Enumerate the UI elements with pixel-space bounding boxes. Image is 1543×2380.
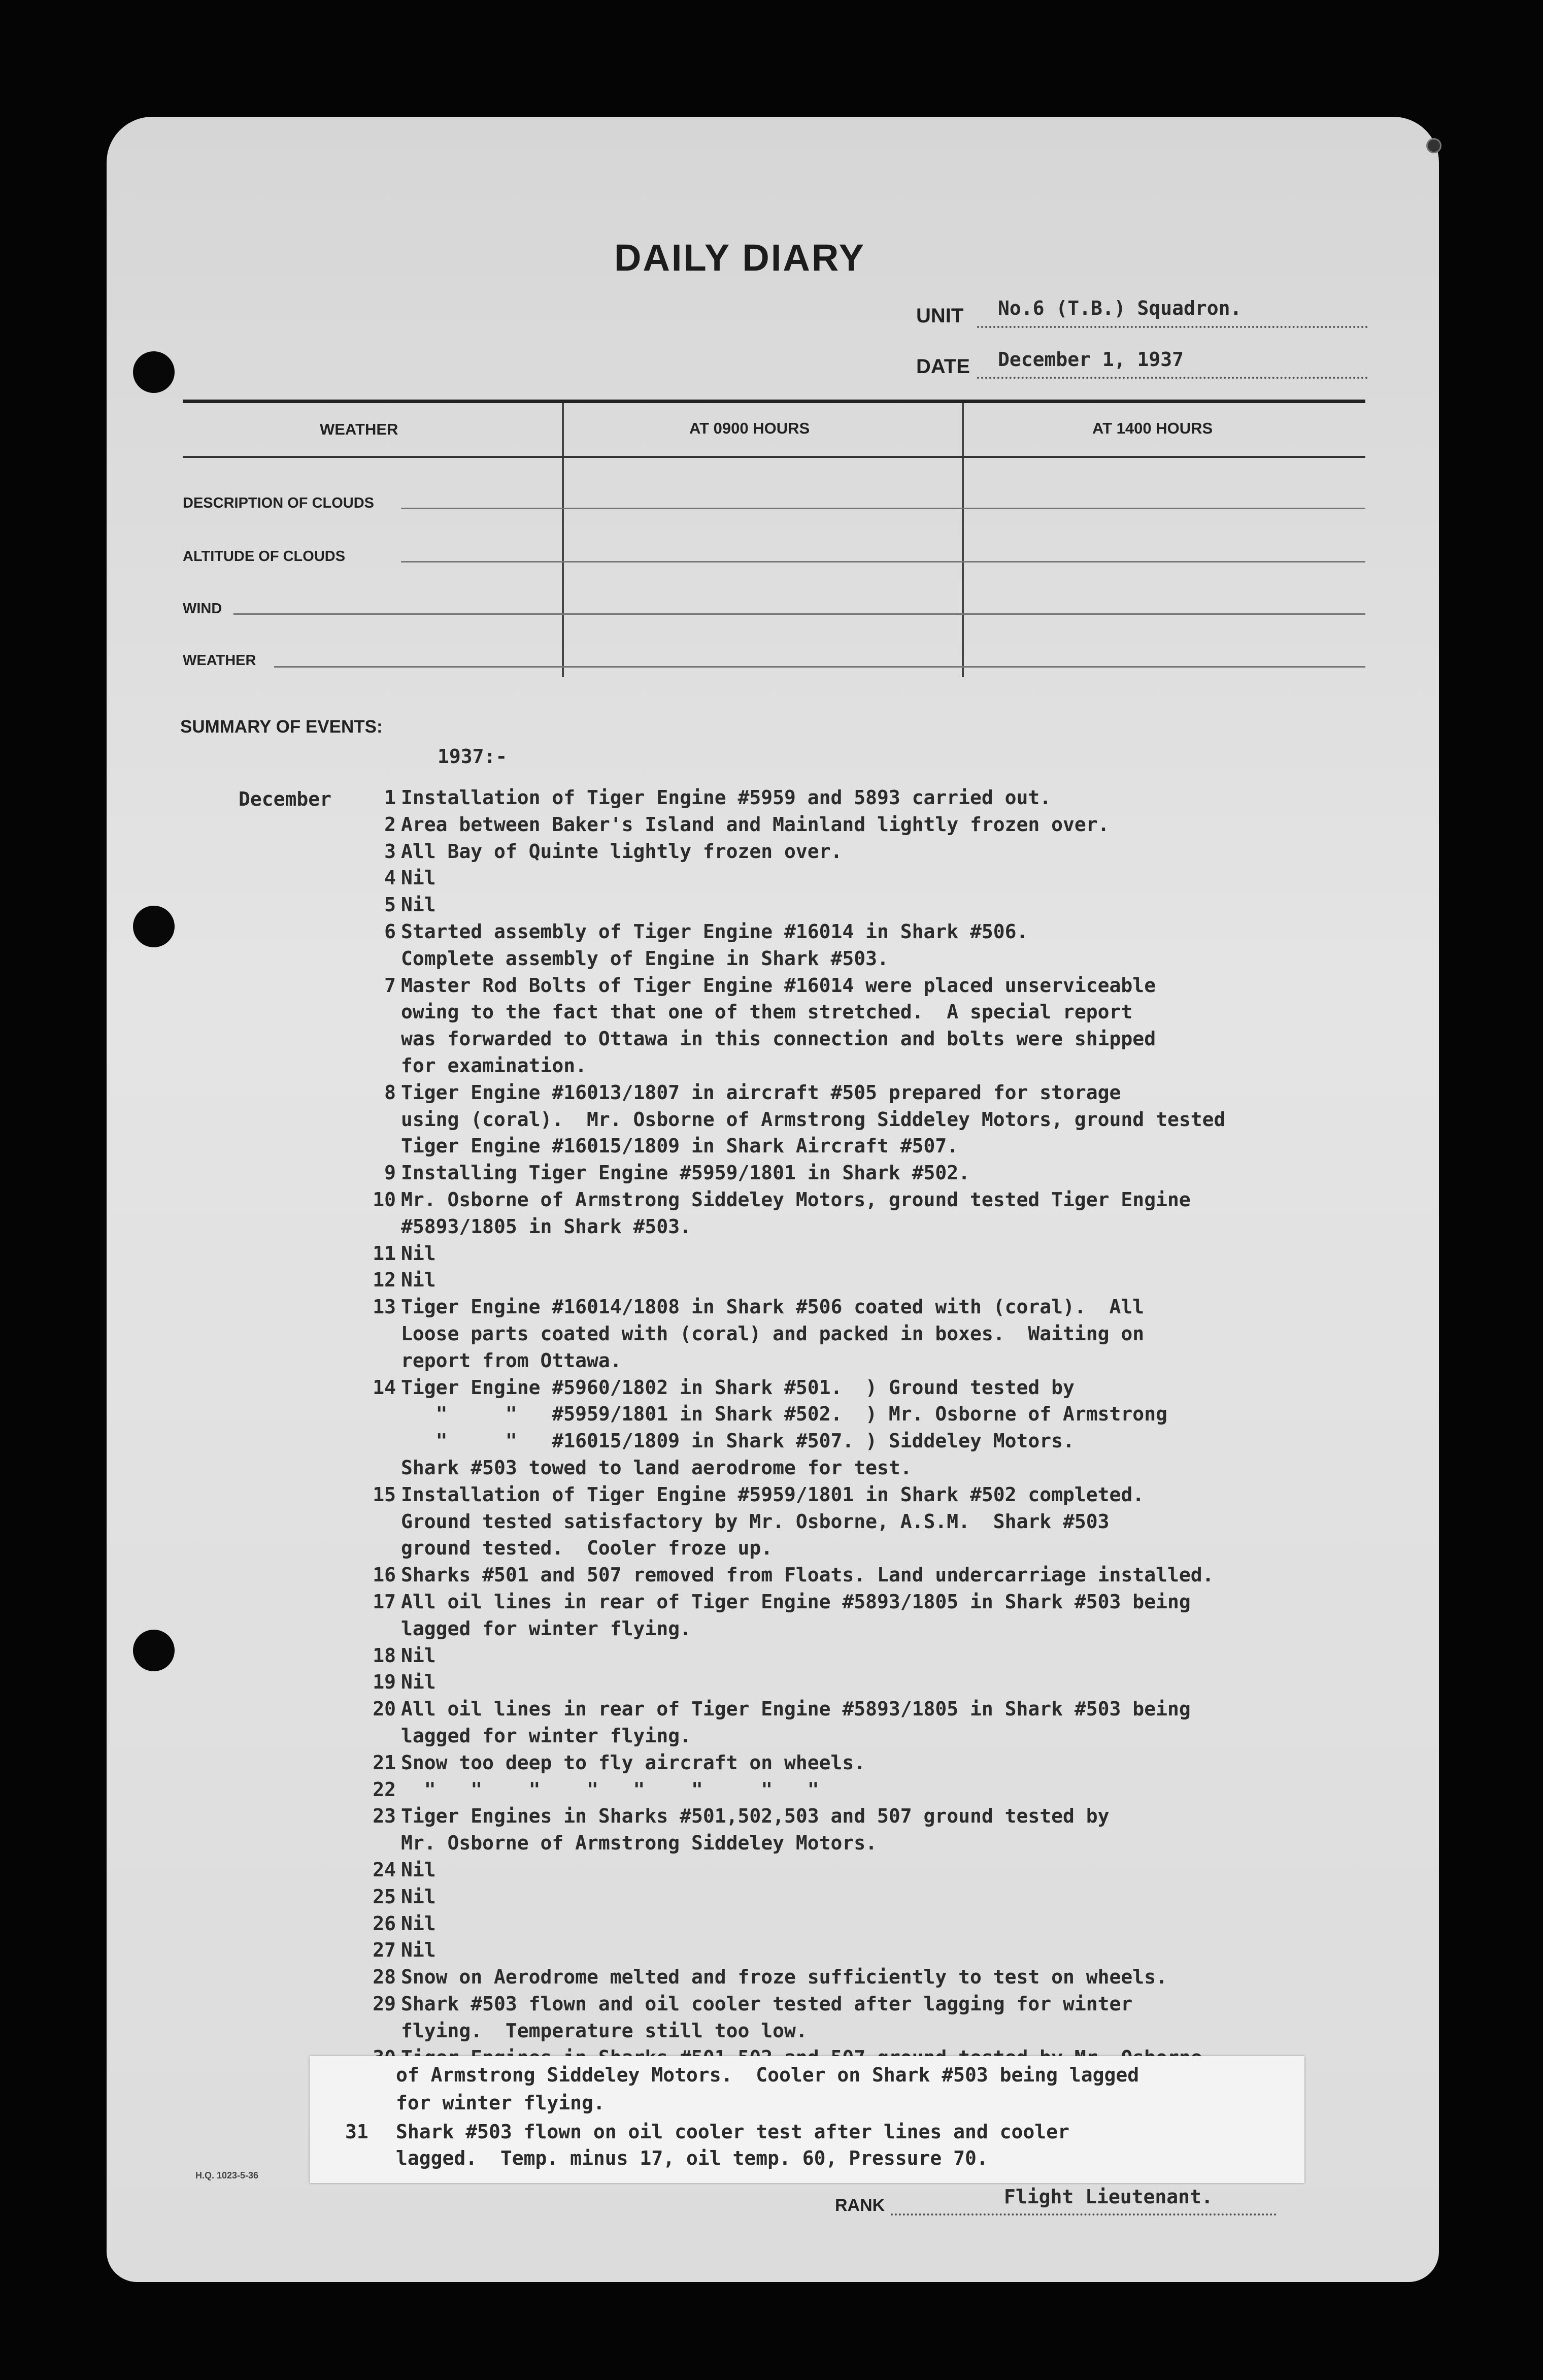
entry-line: Installing Tiger Engine #5959/1801 in Shark #502. — [401, 1162, 970, 1184]
entry-line: lagged for winter flying. — [401, 1617, 691, 1640]
entry-line: Area between Baker's Island and Mainland lightly frozen over. — [401, 813, 1110, 836]
entry-line: Nil — [401, 1939, 436, 1962]
unit-underline — [977, 326, 1368, 328]
punch-hole — [133, 906, 175, 947]
pasted-slip — [310, 2056, 1304, 2183]
date-value: December 1, 1937 — [998, 348, 1184, 371]
summary-label: SUMMARY OF EVENTS: — [180, 717, 383, 737]
entry-line: Started assembly of Tiger Engine #16014 in Shark #506. — [401, 920, 1028, 943]
punch-hole — [133, 1630, 175, 1671]
entry-line: Nil — [401, 1912, 436, 1935]
entry-line: Mr. Osborne of Armstrong Siddeley Motors, ground tested Tiger Engine — [401, 1188, 1191, 1211]
row-rule — [233, 613, 1365, 615]
corner-hole — [1426, 138, 1441, 153]
entry-day: 8 — [384, 1081, 396, 1104]
entry-line: owing to the fact that one of them stretched. A special report — [401, 1001, 1133, 1023]
entry-line: ground tested. Cooler froze up. — [401, 1537, 773, 1560]
entry-line: Tiger Engine #16015/1809 in Shark Aircraft #507. — [401, 1135, 959, 1158]
entry-day: 18 — [373, 1644, 396, 1667]
entry-day: 13 — [373, 1296, 396, 1318]
entry-line: Nil — [401, 1242, 436, 1265]
rank-underline — [891, 2213, 1277, 2216]
entry-line: Ground tested satisfactory by Mr. Osborne, A.S.M. Shark #503 — [401, 1510, 1110, 1533]
entry-day: 27 — [373, 1939, 396, 1962]
entry-line: Nil — [401, 1671, 436, 1694]
entry-line: Installation of Tiger Engine #5959 and 5893 carried out. — [401, 786, 1052, 809]
summary-year: 1937:- — [438, 745, 508, 768]
entry-line: Complete assembly of Engine in Shark #503. — [401, 947, 889, 970]
entry-line: All oil lines in rear of Tiger Engine #5893/1805 in Shark #503 being — [401, 1698, 1191, 1721]
rank-label: RANK — [835, 2196, 885, 2215]
row-rule — [401, 561, 1365, 563]
entry-line: lagged for winter flying. — [401, 1725, 691, 1747]
entry-line: Nil — [401, 1859, 436, 1881]
rank-value: Flight Lieutenant. — [1004, 2186, 1213, 2208]
entry-day: 21 — [373, 1751, 396, 1774]
table-top-rule — [183, 400, 1365, 403]
entry-day: 19 — [373, 1671, 396, 1694]
slip-line: lagged. Temp. minus 17, oil temp. 60, Pressure 70. — [396, 2147, 988, 2169]
entry-line: Sharks #501 and 507 removed from Floats. Land undercarriage installed. — [401, 1564, 1214, 1586]
entry-line: All Bay of Quinte lightly frozen over. — [401, 840, 843, 863]
entry-line: Tiger Engine #16014/1808 in Shark #506 coated with (coral). All — [401, 1296, 1145, 1318]
column-header-weather: WEATHER — [320, 420, 398, 438]
column-header-0900: AT 0900 HOURS — [689, 419, 810, 437]
slip-line: of Armstrong Siddeley Motors. Cooler on Shark #503 being lagged — [396, 2064, 1139, 2086]
row-rule — [274, 666, 1365, 668]
header-rule — [183, 456, 1365, 458]
entry-line: Nil — [401, 1269, 436, 1292]
entry-line: " " #16015/1809 in Shark #507. ) Siddeley Motors. — [401, 1430, 1075, 1452]
entry-line: Installation of Tiger Engine #5959/1801 in Shark #502 completed. — [401, 1483, 1145, 1506]
table-divider — [562, 403, 564, 677]
entry-day: 29 — [373, 1993, 396, 2015]
row-rule — [401, 508, 1365, 509]
entry-day: 24 — [373, 1859, 396, 1881]
entry-line: Nil — [401, 867, 436, 889]
entry-day: 11 — [373, 1242, 396, 1265]
month-label: December — [239, 788, 332, 810]
unit-value: No.6 (T.B.) Squadron. — [998, 297, 1242, 319]
row-label-weather: WEATHER — [183, 652, 256, 669]
slip-line: Shark #503 flown on oil cooler test after lines and cooler — [396, 2121, 1069, 2143]
page-title: DAILY DIARY — [614, 237, 865, 279]
entry-line: for examination. — [401, 1054, 587, 1077]
entry-line: was forwarded to Ottawa in this connection and bolts were shipped — [401, 1028, 1156, 1050]
entry-day: 6 — [384, 920, 396, 943]
entry-line: Shark #503 flown and oil cooler tested after lagging for winter — [401, 1993, 1133, 2015]
slip-line: for winter flying. — [396, 2092, 605, 2114]
entry-line: using (coral). Mr. Osborne of Armstrong Siddeley Motors, ground tested — [401, 1108, 1226, 1131]
entry-day: 23 — [373, 1805, 396, 1828]
entry-line: report from Ottawa. — [401, 1349, 622, 1372]
entry-line: flying. Temperature still too low. — [401, 2019, 808, 2042]
entry-line: #5893/1805 in Shark #503. — [401, 1215, 691, 1238]
entry-line: Loose parts coated with (coral) and packed in boxes. Waiting on — [401, 1323, 1145, 1345]
entry-day: 17 — [373, 1591, 396, 1613]
entry-line: Master Rod Bolts of Tiger Engine #16014 were placed unserviceable — [401, 974, 1156, 997]
row-label-altitude: ALTITUDE OF CLOUDS — [183, 548, 346, 565]
entry-day: 20 — [373, 1698, 396, 1721]
entry-day: 10 — [373, 1188, 396, 1211]
entry-day: 14 — [373, 1376, 396, 1399]
entry-line: Tiger Engine #5960/1802 in Shark #501. ) Ground tested by — [401, 1376, 1075, 1399]
entry-line: " " " " " " " " — [401, 1778, 819, 1801]
row-label-description: DESCRIPTION OF CLOUDS — [183, 495, 375, 511]
entry-day: 15 — [373, 1483, 396, 1506]
entry-day: 9 — [384, 1162, 396, 1184]
entry-line: Nil — [401, 894, 436, 916]
entry-day: 12 — [373, 1269, 396, 1292]
entry-line: " " #5959/1801 in Shark #502. ) Mr. Osborne of Armstrong — [401, 1403, 1167, 1426]
entry-day: 2 — [384, 813, 396, 836]
entry-line: Nil — [401, 1644, 436, 1667]
entry-day: 28 — [373, 1966, 396, 1989]
table-divider — [962, 403, 964, 677]
entry-line: Shark #503 towed to land aerodrome for test. — [401, 1457, 912, 1479]
entry-day: 4 — [384, 867, 396, 889]
unit-label: UNIT — [916, 305, 964, 327]
slip-day: 31 — [345, 2121, 368, 2143]
entry-line: Snow too deep to fly aircraft on wheels. — [401, 1751, 866, 1774]
row-label-wind: WIND — [183, 601, 222, 617]
column-header-1400: AT 1400 HOURS — [1092, 419, 1213, 437]
entry-day: 1 — [384, 786, 396, 809]
entry-line: Snow on Aerodrome melted and froze sufficiently to test on wheels. — [401, 1966, 1167, 1989]
date-label: DATE — [916, 355, 970, 378]
entry-day: 22 — [373, 1778, 396, 1801]
date-underline — [977, 377, 1368, 379]
entry-day: 25 — [373, 1885, 396, 1908]
entry-day: 16 — [373, 1564, 396, 1586]
form-code: H.Q. 1023-5-36 — [195, 2170, 259, 2180]
entry-day: 7 — [384, 974, 396, 997]
entry-day: 5 — [384, 894, 396, 916]
entry-line: Tiger Engine #16013/1807 in aircraft #505 prepared for storage — [401, 1081, 1121, 1104]
entry-line: All oil lines in rear of Tiger Engine #5893/1805 in Shark #503 being — [401, 1591, 1191, 1613]
entry-day: 26 — [373, 1912, 396, 1935]
entry-line: Mr. Osborne of Armstrong Siddeley Motors. — [401, 1832, 877, 1855]
entry-day: 3 — [384, 840, 396, 863]
entry-line: Nil — [401, 1885, 436, 1908]
entry-line: Tiger Engines in Sharks #501,502,503 and 507 ground tested by — [401, 1805, 1110, 1828]
punch-hole — [133, 351, 175, 393]
